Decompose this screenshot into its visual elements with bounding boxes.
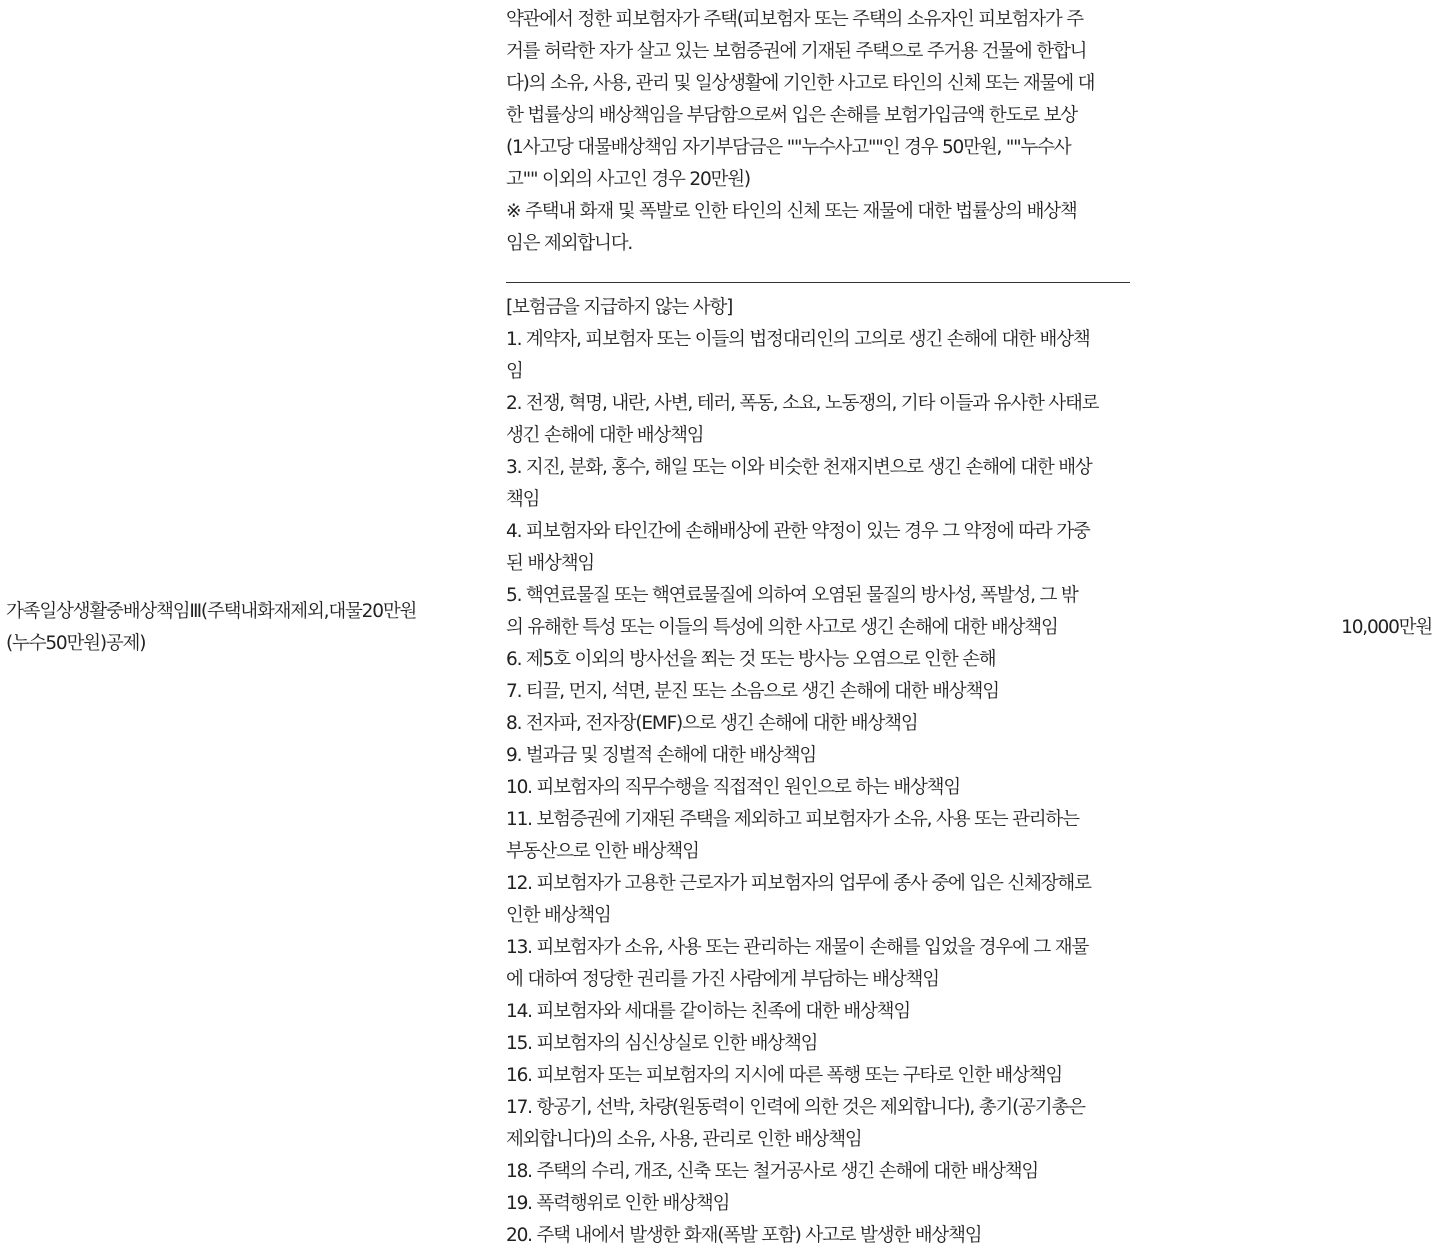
exclusion-line: 14. 피보험자와 세대를 같이하는 친족에 대한 배상책임 (506, 1001, 910, 1022)
intro-line: 약관에서 정한 피보험자가 주택(피보험자 또는 주택의 소유자인 피보험자가 주 (506, 9, 1083, 30)
section-divider (506, 260, 1150, 292)
coverage-name: 가족일상생활중배상책임Ⅲ(주택내화재제외,대물20만원(누수50만원)공제) (6, 601, 417, 654)
intro-line: 고"" 이외의 사고인 경우 20만원) (506, 169, 750, 190)
exclusion-line: 임 (506, 361, 523, 382)
exclusion-line: 13. 피보험자가 소유, 사용 또는 관리하는 재물이 손해를 입었을 경우에 그 재물 (506, 937, 1089, 958)
intro-line: 임은 제외합니다. (506, 233, 633, 254)
intro-line: 다)의 소유, 사용, 관리 및 일상생활에 기인한 사고로 타인의 신체 또는 재물에 대 (506, 73, 1095, 94)
coverage-amount: 10,000만원 (1341, 617, 1432, 638)
intro-line: (1사고당 대물배상책임 자기부담금은 ""누수사고""인 경우 50만원, ""누수사 (506, 137, 1071, 158)
exclusion-line: 20. 주택 내에서 발생한 화재(폭발 포함) 사고로 발생한 배상책임 (506, 1225, 982, 1246)
exclusion-line: 2. 전쟁, 혁명, 내란, 사변, 테러, 폭동, 소요, 노동쟁의, 기타 이들과 유사한 사태로 (506, 393, 1099, 414)
exclusion-line: 제외합니다)의 소유, 사용, 관리로 인한 배상책임 (506, 1129, 862, 1150)
exclusion-line: 7. 티끌, 먼지, 석면, 분진 또는 소음으로 생긴 손해에 대한 배상책임 (506, 681, 999, 702)
exclusion-line: 된 배상책임 (506, 553, 595, 574)
exclusion-line: 12. 피보험자가 고용한 근로자가 피보험자의 업무에 종사 중에 입은 신체장해로 (506, 873, 1091, 894)
exclusion-line: 4. 피보험자와 타인간에 손해배상에 관한 약정이 있는 경우 그 약정에 따라 가중 (506, 521, 1090, 542)
exclusion-line: 18. 주택의 수리, 개조, 신축 또는 철거공사로 생긴 손해에 대한 배상책임 (506, 1161, 1039, 1182)
exclusion-line: 11. 보험증권에 기재된 주택을 제외하고 피보험자가 소유, 사용 또는 관리하는 (506, 809, 1079, 830)
exclusion-line: 1. 계약자, 피보험자 또는 이들의 법정대리인의 고의로 생긴 손해에 대한 배상책 (506, 329, 1090, 350)
exclusion-line: 의 유해한 특성 또는 이들의 특성에 의한 사고로 생긴 손해에 대한 배상책임 (506, 617, 1058, 638)
exclusions-title: [보험금을 지급하지 않는 사항] (506, 297, 733, 318)
exclusion-line: 16. 피보험자 또는 피보험자의 지시에 따른 폭행 또는 구타로 인한 배상책임 (506, 1065, 1063, 1086)
exclusion-line: 에 대하여 정당한 권리를 가진 사람에게 부담하는 배상책임 (506, 969, 939, 990)
exclusion-line: 15. 피보험자의 심신상실로 인한 배상책임 (506, 1033, 818, 1054)
exclusion-line: 인한 배상책임 (506, 905, 611, 926)
exclusion-line: 17. 항공기, 선박, 차량(원동력이 인력에 의한 것은 제외합니다), 총기(공기총은 (506, 1097, 1085, 1118)
exclusion-line: 19. 폭력행위로 인한 배상책임 (506, 1193, 730, 1214)
exclusion-line: 책임 (506, 489, 540, 510)
exclusion-line: 3. 지진, 분화, 홍수, 해일 또는 이와 비슷한 천재지변으로 생긴 손해에 대한 배상 (506, 457, 1092, 478)
exclusion-line: 10. 피보험자의 직무수행을 직접적인 원인으로 하는 배상책임 (506, 777, 961, 798)
intro-line: ※ 주택내 화재 및 폭발로 인한 타인의 신체 또는 재물에 대한 법률상의 배상책 (506, 201, 1077, 222)
intro-line: 한 법률상의 배상책임을 부담함으로써 입은 손해를 보험가입금액 한도로 보상 (506, 105, 1077, 126)
exclusion-line: 9. 벌과금 및 징벌적 손해에 대한 배상책임 (506, 745, 817, 766)
exclusion-line: 5. 핵연료물질 또는 핵연료물질에 의하여 오염된 물질의 방사성, 폭발성, 그 밖 (506, 585, 1078, 606)
exclusion-line: 6. 제5호 이외의 방사선을 쬐는 것 또는 방사능 오염으로 인한 손해 (506, 649, 996, 670)
coverage-description (506, 4, 1150, 1252)
exclusion-line: 8. 전자파, 전자장(EMF)으로 생긴 손해에 대한 배상책임 (506, 713, 918, 734)
intro-line: 거를 허락한 자가 살고 있는 보험증권에 기재된 주택으로 주거용 건물에 한합니 (506, 41, 1087, 62)
exclusion-line: 생긴 손해에 대한 배상책임 (506, 425, 704, 446)
exclusion-line: 부동산으로 인한 배상책임 (506, 841, 699, 862)
